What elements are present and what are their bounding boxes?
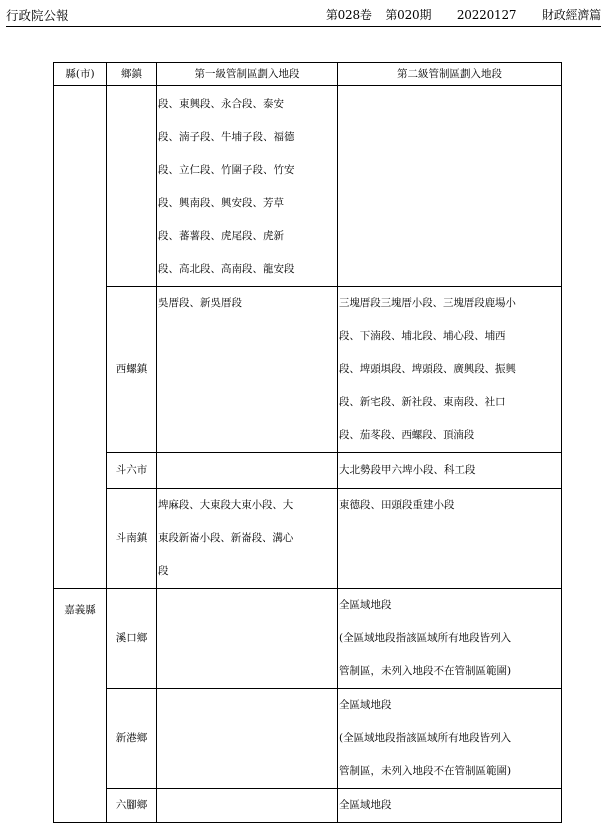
township-cell: 斗六市 xyxy=(107,453,157,489)
level1-cell xyxy=(157,689,338,789)
table-row xyxy=(54,86,562,287)
column-header-level1: 第一級管制區劃入地段 xyxy=(157,63,338,86)
township-cell: 溪口鄉 xyxy=(107,589,157,689)
township-cell: 六腳鄉 xyxy=(107,789,157,823)
level2-cell: 全區域地段 xyxy=(338,789,562,823)
issue-label: 第020期 xyxy=(385,8,432,22)
county-cell xyxy=(54,86,107,589)
level1-cell xyxy=(157,589,338,689)
section-label: 財政經濟篇 xyxy=(541,8,601,22)
issue-info xyxy=(316,6,601,23)
county-cell: 嘉義縣 xyxy=(54,589,107,823)
page-header xyxy=(6,4,601,27)
table-row xyxy=(54,489,562,589)
level1-cell: 吳厝段、新吳厝段 xyxy=(157,287,338,453)
level1-cell xyxy=(157,789,338,823)
level1-cell: 段、東興段、永合段、泰安 段、湳子段、牛埔子段、福德 段、立仁段、竹圍子段、竹安 段、興南段、興安段、芳草 段、蕃薯段、虎尾段、虎新 段、高北段、高南段、龍安段 xyxy=(157,86,338,287)
table-row xyxy=(54,689,562,789)
level2-cell: 全區域地段 (全區域地段指該區域所有地段皆列入 管制區，未列入地段不在管制區範圍) xyxy=(338,689,562,789)
table-row xyxy=(54,453,562,489)
township-cell: 西螺鎮 xyxy=(107,287,157,453)
level2-cell: 三塊厝段三塊厝小段、三塊厝段鹿場小 段、下湳段、埔北段、埔心段、埔西 段、埤頭埧段、埤頭段、廣興段、振興 段、新宅段、新社段、東南段、社口 段、茄苳段、西螺段、頂湳段 xyxy=(338,287,562,453)
level2-cell xyxy=(338,86,562,287)
column-header-level2: 第二級管制區劃入地段 xyxy=(338,63,562,86)
level2-cell: 大北勢段甲六埤小段、科工段 xyxy=(338,453,562,489)
level2-cell: 東德段、田頭段重建小段 xyxy=(338,489,562,589)
table-header-row xyxy=(54,63,562,86)
township-cell: 新港鄉 xyxy=(107,689,157,789)
column-header-township: 鄉鎮 xyxy=(107,63,157,86)
table-row xyxy=(54,589,562,689)
volume-label: 第028卷 xyxy=(325,8,372,22)
land-section-table xyxy=(53,62,562,823)
level1-cell xyxy=(157,453,338,489)
date-label: 20220127 xyxy=(456,8,517,22)
level2-cell: 全區域地段 (全區域地段指該區域所有地段皆列入 管制區，未列入地段不在管制區範圍) xyxy=(338,589,562,689)
township-cell xyxy=(107,86,157,287)
level1-cell: 埤麻段、大東段大東小段、大 東段新崙小段、新崙段、溝心 段 xyxy=(157,489,338,589)
table-row xyxy=(54,287,562,453)
column-header-county: 縣(市) xyxy=(54,63,107,86)
township-cell: 斗南鎮 xyxy=(107,489,157,589)
publication-title: 行政院公報 xyxy=(6,8,69,23)
table-row xyxy=(54,789,562,823)
